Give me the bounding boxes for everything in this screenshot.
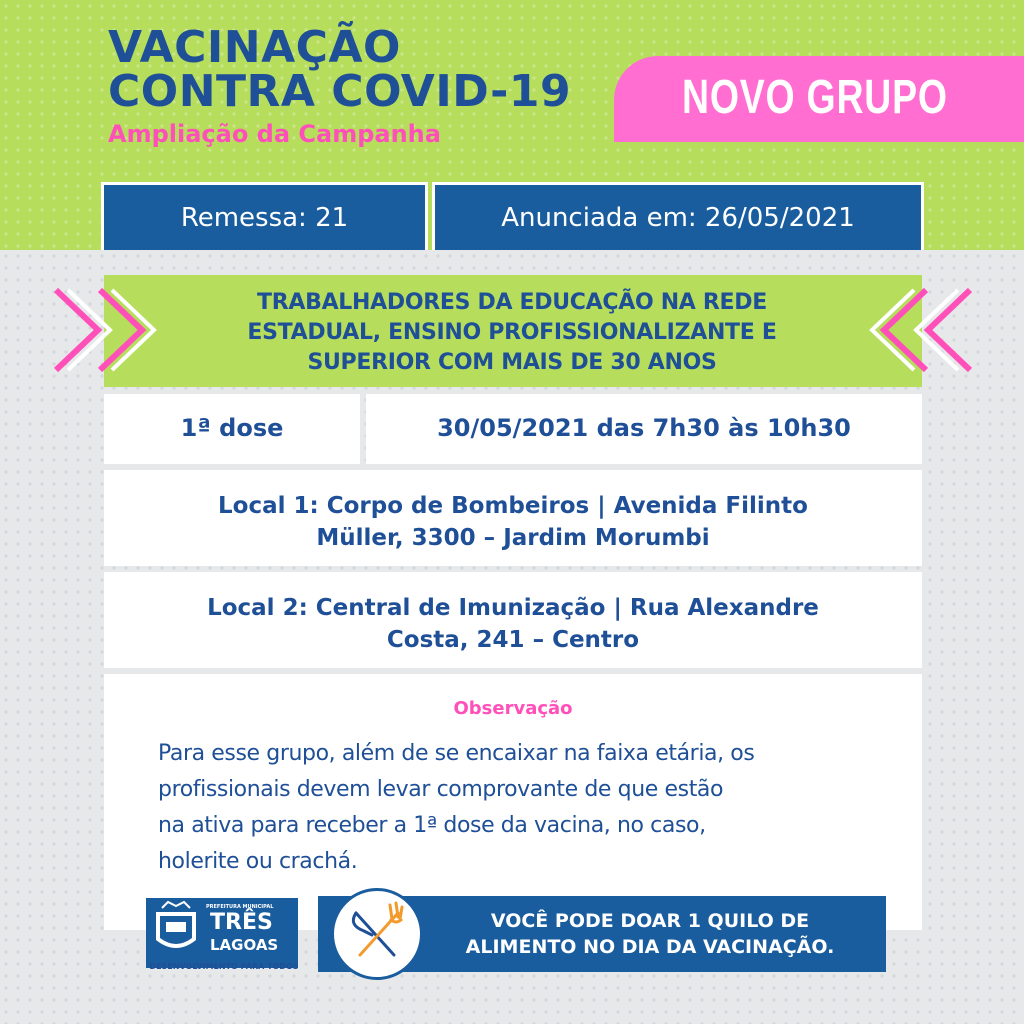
new-group-tag xyxy=(614,56,1024,142)
location-1-text xyxy=(104,490,922,554)
observation-body xyxy=(158,736,868,880)
location-2-text xyxy=(104,592,922,656)
observation-line-4: holerite ou crachá. xyxy=(158,849,358,874)
announced-box xyxy=(432,182,924,250)
double-chevron-left-icon xyxy=(858,282,978,378)
donation-line-2: ALIMENTO NO DIA DA VACINAÇÃO. xyxy=(465,936,835,958)
location-2-line-2: Costa, 241 – Centro xyxy=(386,627,640,653)
new-group-label: NOVO GRUPO xyxy=(682,71,948,124)
logo-tagline: DESENVOLVIMENTO PARA TODOS xyxy=(149,962,299,971)
knife-fork-icon xyxy=(334,891,420,977)
page-title xyxy=(108,22,572,117)
location-1-line-1: Local 1: Corpo de Bombeiros | Avenida Filinto xyxy=(218,493,808,519)
title-line-1: VACINAÇÃO xyxy=(108,22,401,73)
tres-lagoas-logo xyxy=(146,898,298,968)
location-1-line-2: Müller, 3300 – Jardim Morumbi xyxy=(316,525,710,551)
group-description xyxy=(160,288,864,378)
observation-line-2: profissionais devem levar comprovante de que estão xyxy=(158,777,724,802)
observation-line-1: Para esse grupo, além de se encaixar na faixa etária, os xyxy=(158,741,755,766)
food-badge xyxy=(331,888,423,980)
logo-name-1: TRÊS xyxy=(210,910,273,935)
remessa-label: Remessa: 21 xyxy=(180,202,349,233)
logo-top-label: PREFEITURA MUNICIPAL xyxy=(206,904,274,910)
remessa-box xyxy=(101,182,428,250)
group-line-3: SUPERIOR COM MAIS DE 30 ANOS xyxy=(307,350,717,375)
logo-name-2: LAGOAS xyxy=(210,936,279,954)
subtitle: Ampliação da Campanha xyxy=(108,120,441,148)
datetime-label: 30/05/2021 das 7h30 às 10h30 xyxy=(437,414,851,442)
location-2-line-1: Local 2: Central de Imunização | Rua Alexandre xyxy=(207,595,819,621)
observation-line-3: na ativa para receber a 1ª dose da vacina, no caso, xyxy=(158,813,706,838)
double-chevron-right-icon xyxy=(48,282,168,378)
group-line-2: ESTADUAL, ENSINO PROFISSIONALIZANTE E xyxy=(247,320,777,345)
observation-title: Observação xyxy=(453,698,573,719)
donation-line-1: VOCÊ PODE DOAR 1 QUILO DE xyxy=(490,910,810,932)
announced-label: Anunciada em: 26/05/2021 xyxy=(501,202,855,233)
donation-message xyxy=(430,908,870,960)
dose-label: 1ª dose xyxy=(180,414,284,442)
title-line-2: CONTRA COVID-19 xyxy=(108,66,572,117)
group-line-1: TRABALHADORES DA EDUCAÇÃO NA REDE xyxy=(257,290,767,315)
